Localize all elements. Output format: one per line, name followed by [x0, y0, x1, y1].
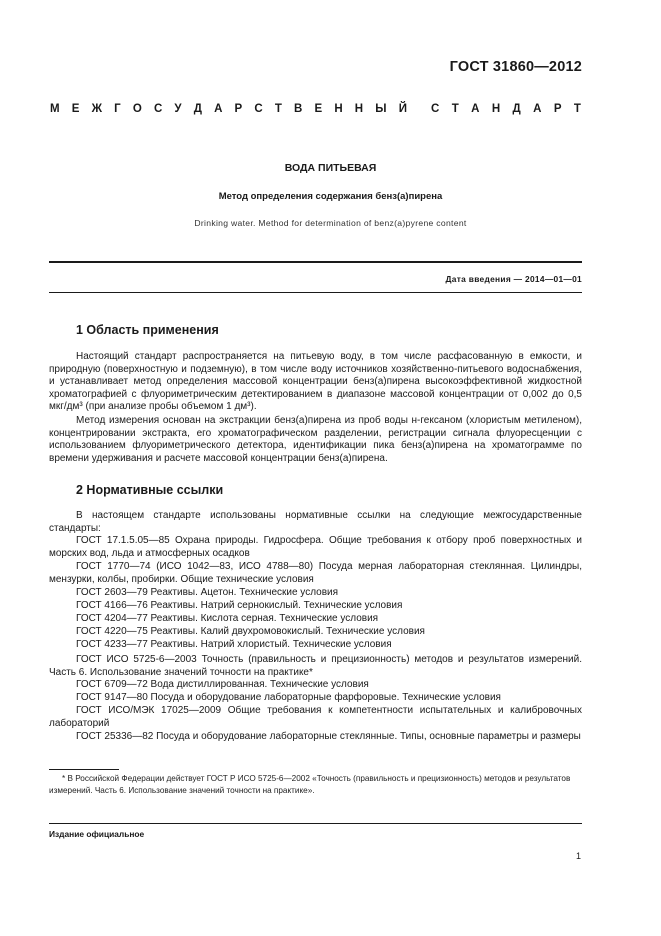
reference-item: ГОСТ 9147—80 Посуда и оборудование лабораторные фарфоровые. Технические условия — [76, 692, 501, 703]
standard-word — [431, 103, 581, 115]
heading-letter: Н — [491, 103, 501, 115]
heading-letter: С — [431, 103, 440, 115]
date-divider — [49, 292, 582, 293]
standard-number: ГОСТ 31860—2012 — [449, 59, 582, 75]
reference-item: ГОСТ 4233—77 Реактивы. Натрий хлористый. Технические условия — [76, 639, 392, 650]
heading-letter: Й — [398, 103, 407, 115]
reference-item: ГОСТ 4166—76 Реактивы. Натрий сернокислый. Технические условия — [76, 600, 403, 611]
reference-item: ГОСТ 2603—79 Реактивы. Ацетон. Технические условия — [76, 587, 339, 598]
interstate-word — [50, 103, 407, 115]
footnote-divider — [49, 769, 119, 770]
heading-letter: Е — [71, 103, 80, 115]
heading-letter: Т — [274, 103, 282, 115]
heading-letter: Т — [451, 103, 459, 115]
heading-letter: М — [50, 103, 60, 115]
reference-item: ГОСТ ИСО 5725-6—2003 Точность (правильность и прецизионность) методов и результатов измерений. Часть 6. Использование значений точности на практике* — [49, 654, 582, 678]
heading-letter: Д — [512, 103, 521, 115]
heading-letter: Д — [193, 103, 202, 115]
heading-letter: У — [174, 103, 182, 115]
page-number: 1 — [575, 851, 581, 861]
heading-letter: Р — [234, 103, 243, 115]
section-1-paragraph-1: Настоящий стандарт распространяется на питьевую воду, в том числе расфасованную в емкости, и природную (поверхностную и подземную), в том числе воду источников хозяйственно-питьевого водоснабжения, и устанавливает метод определения массовой концентрации бенз(а)пирена высокоэффективной жидкостной хроматографией с флуориметрическим детектированием в диапазоне массовой концентрации от 0,002 до 0,5 мкг/дм³ (при анализе пробы объемом 1 дм³). — [49, 351, 582, 413]
heading-letter: А — [214, 103, 223, 115]
introduction-date: Дата введения — 2014—01—01 — [445, 274, 582, 284]
footnote: * В Российской Федерации действует ГОСТ Р ИСО 5725-6—2002 «Точность (правильность и прецизионность) методов и результатов измерений. Часть 6. Использование значений точности на практике». — [49, 774, 571, 795]
heading-letter: Ы — [375, 103, 387, 115]
reference-item: ГОСТ 4204—77 Реактивы. Кислота серная. Технические условия — [76, 613, 379, 624]
heading-letter: С — [254, 103, 263, 115]
header-divider — [49, 261, 582, 263]
reference-item: ГОСТ ИСО/МЭК 17025—2009 Общие требования к компетентности испытательных и калибровочных лабораторий — [49, 705, 582, 729]
heading-letter: Г — [114, 103, 121, 115]
edition-label: Издание официальное — [49, 829, 145, 839]
heading-letter: С — [153, 103, 163, 115]
section-1-heading: 1 Область применения — [76, 323, 219, 337]
document-subtitle: Метод определения содержания бенз(а)пирена — [218, 191, 443, 202]
heading-letter: Ж — [91, 103, 102, 115]
heading-letter: Е — [314, 103, 323, 115]
reference-item: ГОСТ 25336—82 Посуда и оборудование лабораторные стеклянные. Типы, основные параметры и размеры — [76, 731, 581, 742]
heading-letter: Н — [354, 103, 364, 115]
document-title: ВОДА ПИТЬЕВАЯ — [284, 162, 377, 174]
reference-item: ГОСТ 6709—72 Вода дистиллированная. Технические условия — [76, 679, 369, 690]
interstate-standard-heading — [50, 103, 581, 115]
heading-letter: Р — [553, 103, 562, 115]
heading-letter: Т — [573, 103, 581, 115]
section-2-heading: 2 Нормативные ссылки — [76, 483, 224, 497]
footer-divider — [49, 823, 582, 824]
heading-letter: В — [294, 103, 303, 115]
heading-letter: О — [132, 103, 142, 115]
reference-item: ГОСТ 4220—75 Реактивы. Калий двухромовокислый. Технические условия — [76, 626, 425, 637]
reference-item: ГОСТ 1770—74 (ИСО 1042—83, ИСО 4788—80) Посуда мерная лабораторная стеклянная. Цилиндры, мензурки, колбы, пробирки. Общие технические условия — [49, 561, 582, 585]
heading-letter: А — [533, 103, 542, 115]
reference-item: ГОСТ 17.1.5.05—85 Охрана природы. Гидросфера. Общие требования к отбору проб поверхностных и морских вод, льда и атмосферных осадков — [49, 535, 582, 559]
english-title: Drinking water. Method for determination of benz(a)pyrene content — [194, 218, 467, 228]
section-1-paragraph-2: Метод измерения основан на экстракции бенз(а)пирена из проб воды н-гексаном (хлористым метиленом), концентрировании экстракта, его хроматографическом разделении, регистрации сигнала флуоресценции с использованием флуориметрического детектора, идентификации пика бенз(а)пирена на хроматограмме по времени удерживания и расчете массовой концентрации бенз(а)пирена. — [49, 415, 582, 464]
section-2-intro: В настоящем стандарте использованы нормативные ссылки на следующие межгосударственные стандарты: — [49, 510, 582, 534]
heading-letter: А — [471, 103, 480, 115]
heading-letter: Н — [334, 103, 343, 115]
